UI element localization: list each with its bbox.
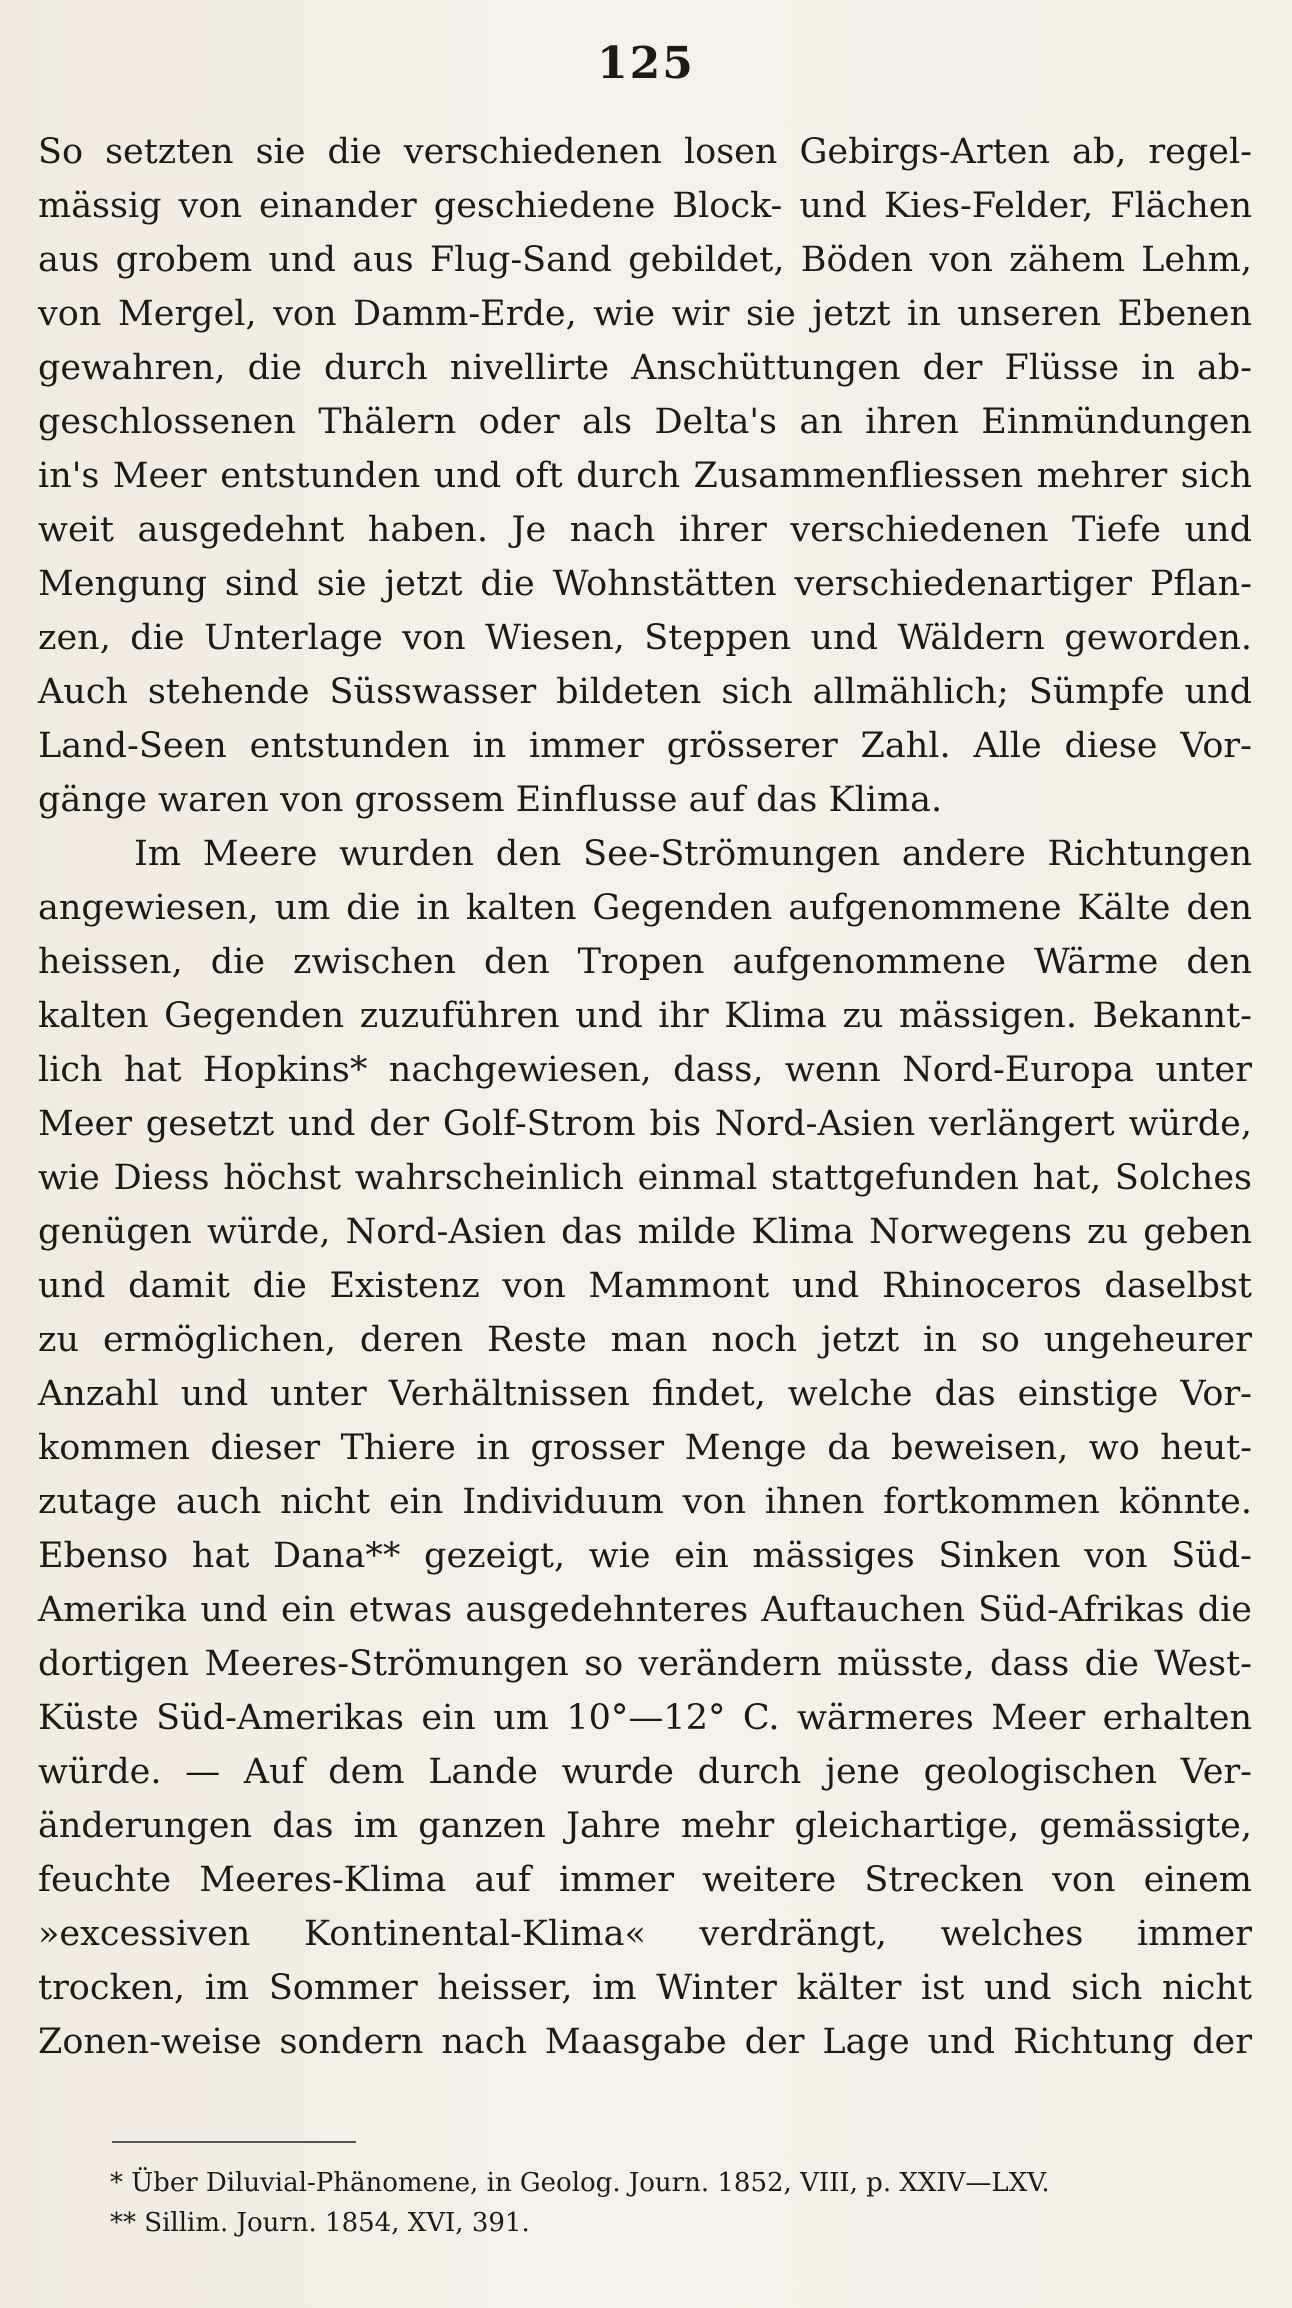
text-line: Land-Seen entstunden in immer grösserer Zahl. Alle diese Vor-: [38, 726, 1252, 766]
text-line: angewiesen, um die in kalten Gegenden aufgenommene Kälte den: [38, 888, 1252, 928]
page-number: 125: [597, 38, 695, 89]
text-line: »excessiven Kontinental-Klima« verdrängt, welches immer: [38, 1914, 1252, 1954]
text-line: Küste Süd-Amerikas ein um 10°—12° C. wärmeres Meer erhalten: [38, 1698, 1252, 1738]
text-line: aus grobem und aus Flug-Sand gebildet, Böden von zähem Lehm,: [38, 240, 1252, 280]
text-line: geschlossenen Thälern oder als Delta's an ihren Einmündungen: [38, 402, 1252, 442]
text-line: trocken, im Sommer heisser, im Winter kälter ist und sich nicht: [38, 1968, 1252, 2008]
body-text: [38, 125, 1252, 2069]
text-line: in's Meer entstunden und oft durch Zusammenfliessen mehrer sich: [38, 456, 1252, 496]
footnotes: [110, 2163, 1252, 2243]
text-line: wie Diess höchst wahrscheinlich einmal stattgefunden hat, Solches: [38, 1158, 1252, 1198]
text-line: zutage auch nicht ein Individuum von ihnen fortkommen könnte.: [38, 1482, 1252, 1522]
text-line: Anzahl und unter Verhältnissen findet, welche das einstige Vor-: [38, 1374, 1252, 1414]
text-line: gewahren, die durch nivellirte Anschüttungen der Flüsse in ab-: [38, 348, 1252, 388]
text-line: kalten Gegenden zuzuführen und ihr Klima zu mässigen. Bekannt-: [38, 996, 1252, 1036]
text-line: zen, die Unterlage von Wiesen, Steppen und Wäldern geworden.: [38, 618, 1252, 658]
text-line: weit ausgedehnt haben. Je nach ihrer verschiedenen Tiefe und: [38, 510, 1252, 550]
text-line: kommen dieser Thiere in grosser Menge da beweisen, wo heut-: [38, 1428, 1252, 1468]
text-line: So setzten sie die verschiedenen losen Gebirgs-Arten ab, regel-: [38, 132, 1252, 172]
text-line: Im Meere wurden den See-Strömungen andere Richtungen: [134, 834, 1252, 874]
text-line: feuchte Meeres-Klima auf immer weitere Strecken von einem: [38, 1860, 1252, 1900]
footnote-hopkins: * Über Diluvial-Phänomene, in Geolog. Journ. 1852, VIII, p. XXIV—LXV.: [110, 2168, 1050, 2198]
text-line: Ebenso hat Dana** gezeigt, wie ein mässiges Sinken von Süd-: [38, 1536, 1252, 1576]
footnote-divider: [112, 2141, 356, 2143]
text-line: Amerika und ein etwas ausgedehnteres Auftauchen Süd-Afrikas die: [38, 1590, 1252, 1630]
text-line: und damit die Existenz von Mammont und Rhinoceros daselbst: [38, 1266, 1252, 1306]
text-line: würde. — Auf dem Lande wurde durch jene geologischen Ver-: [38, 1752, 1252, 1792]
text-line: lich hat Hopkins* nachgewiesen, dass, wenn Nord-Europa unter: [38, 1050, 1252, 1090]
text-line: heissen, die zwischen den Tropen aufgenommene Wärme den: [38, 942, 1252, 982]
text-line: mässig von einander geschiedene Block- und Kies-Felder, Flächen: [38, 186, 1252, 226]
text-line: zu ermöglichen, deren Reste man noch jetzt in so ungeheurer: [38, 1320, 1252, 1360]
text-line: Auch stehende Süsswasser bildeten sich allmählich; Sümpfe und: [38, 672, 1252, 712]
text-line: dortigen Meeres-Strömungen so verändern müsste, dass die West-: [38, 1644, 1252, 1684]
text-line: Mengung sind sie jetzt die Wohnstätten verschiedenartiger Pflan-: [38, 564, 1252, 604]
text-line: von Mergel, von Damm-Erde, wie wir sie jetzt in unseren Ebenen: [38, 294, 1252, 334]
text-line: Meer gesetzt und der Golf-Strom bis Nord-Asien verlängert würde,: [38, 1104, 1252, 1144]
footnote-dana: ** Sillim. Journ. 1854, XVI, 391.: [110, 2208, 530, 2238]
text-line: genügen würde, Nord-Asien das milde Klima Norwegens zu geben: [38, 1212, 1252, 1252]
text-line: änderungen das im ganzen Jahre mehr gleichartige, gemässigte,: [38, 1806, 1252, 1846]
text-line: gänge waren von grossem Einflusse auf das Klima.: [38, 780, 943, 820]
text-line: Zonen-weise sondern nach Maasgabe der Lage und Richtung der: [38, 2022, 1252, 2062]
